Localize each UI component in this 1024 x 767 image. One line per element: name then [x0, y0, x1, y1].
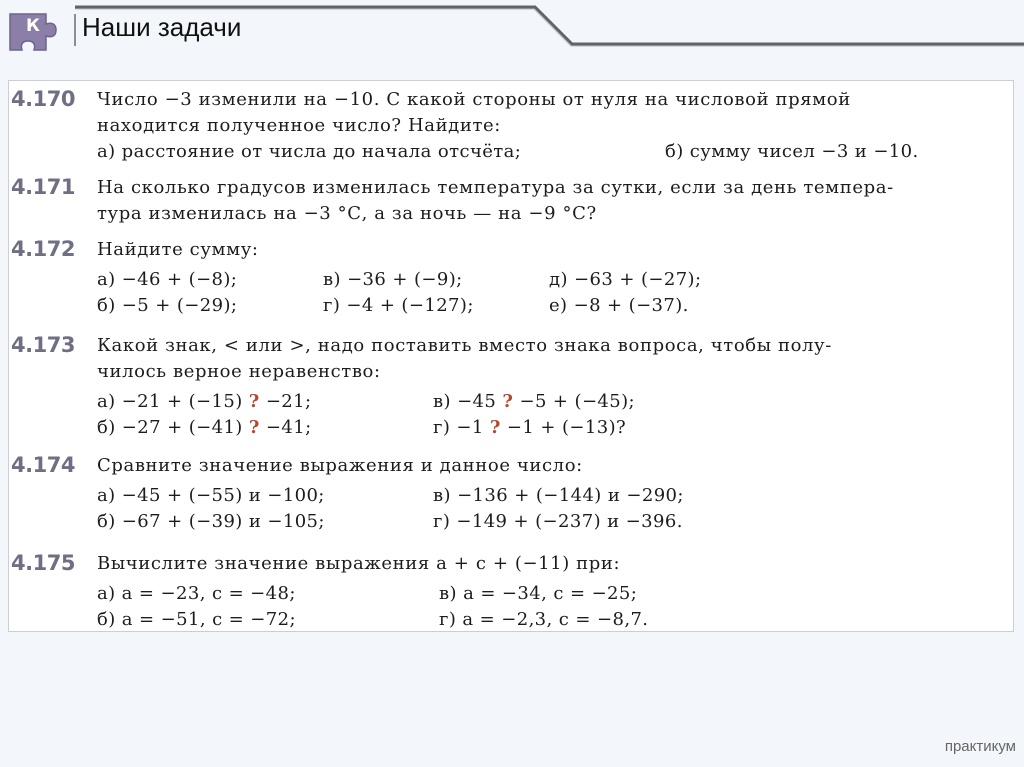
task-item: б) −67 + (−39) и −105; — [97, 511, 325, 532]
task-item: б) −27 + (−41) ? −41; — [97, 417, 312, 438]
task-text: Найдите сумму: — [97, 239, 259, 260]
badge-letter: К — [26, 16, 40, 36]
question-mark: ? — [248, 417, 260, 438]
task-item: г) −1 ? −1 + (−13)? — [433, 417, 627, 438]
task-item: б) −5 + (−29); — [97, 295, 238, 316]
task-item: г) a = −2,3, c = −8,7. — [439, 609, 649, 630]
task-item: в) −36 + (−9); — [323, 269, 463, 290]
task-number: 4.170 — [11, 87, 75, 111]
task-text: чилось верное неравенство: — [97, 361, 381, 382]
task-item: б) сумму чисел −3 и −10. — [665, 141, 919, 162]
textbook-page — [8, 80, 1014, 632]
task-number: 4.175 — [11, 551, 75, 575]
task-text: тура изменилась на −3 °С, а за ночь — на −9 °С? — [97, 203, 597, 224]
task-item: д) −63 + (−27); — [549, 269, 702, 290]
task-number: 4.174 — [11, 453, 75, 477]
task-item: а) расстояние от числа до начала отсчёта; — [97, 141, 522, 162]
task-text: Какой знак, < или >, надо поставить вместо знака вопроса, чтобы полу- — [97, 335, 832, 356]
page-title: Наши задачи — [82, 12, 242, 42]
task-text: Число −3 изменили на −10. С какой стороны от нуля на числовой прямой — [97, 89, 851, 110]
question-mark: ? — [489, 417, 501, 438]
task-item: а) −46 + (−8); — [97, 269, 238, 290]
task-number: 4.172 — [11, 237, 75, 261]
task-text: Вычислите значение выражения a + c + (−11) при: — [97, 553, 621, 574]
task-item: в) −136 + (−144) и −290; — [433, 485, 684, 506]
task-number: 4.171 — [11, 175, 75, 199]
task-text: находится полученное число? Найдите: — [97, 115, 501, 136]
question-mark: ? — [248, 391, 260, 412]
task-item: г) −4 + (−127); — [323, 295, 474, 316]
footer-label: практикум — [944, 738, 1016, 755]
task-item: е) −8 + (−37). — [549, 295, 689, 316]
puzzle-icon — [6, 10, 62, 54]
task-item: а) a = −23, c = −48; — [97, 583, 296, 604]
task-text: На сколько градусов изменилась температура за сутки, если за день темпера- — [97, 177, 894, 198]
question-mark: ? — [502, 391, 514, 412]
task-item: а) −45 + (−55) и −100; — [97, 485, 325, 506]
slide-header — [0, 0, 1024, 70]
task-item: в) a = −34, c = −25; — [439, 583, 638, 604]
task-item: г) −149 + (−237) и −396. — [433, 511, 683, 532]
task-item: б) a = −51, c = −72; — [97, 609, 296, 630]
task-number: 4.173 — [11, 333, 75, 357]
task-item: а) −21 + (−15) ? −21; — [97, 391, 312, 412]
task-item: в) −45 ? −5 + (−45); — [433, 391, 636, 412]
task-text: Сравните значение выражения и данное число: — [97, 455, 583, 476]
